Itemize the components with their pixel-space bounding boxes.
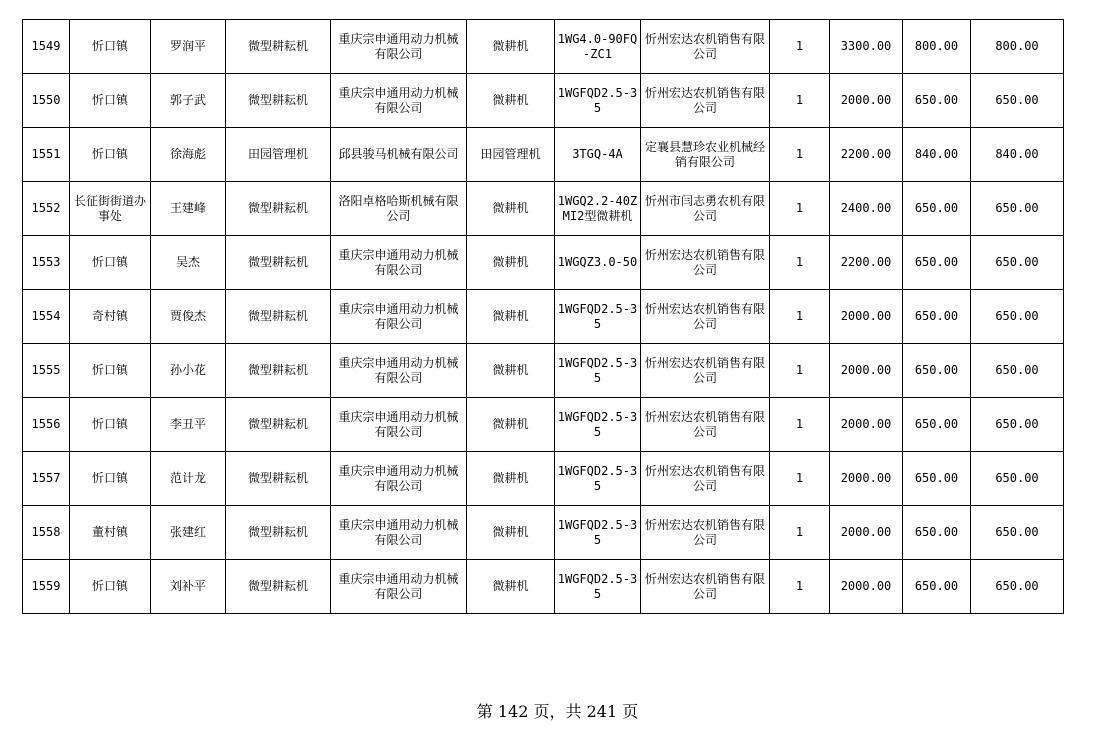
cell-seq: 1555	[23, 344, 70, 398]
cell-price: 2000.00	[830, 560, 903, 614]
cell-dealer: 忻州宏达农机销售有限公司	[641, 560, 770, 614]
cell-total: 650.00	[971, 506, 1064, 560]
cell-category: 微耕机	[467, 182, 555, 236]
cell-price: 2000.00	[830, 452, 903, 506]
cell-qty: 1	[770, 398, 830, 452]
cell-qty: 1	[770, 290, 830, 344]
cell-category: 微耕机	[467, 20, 555, 74]
cell-total: 650.00	[971, 74, 1064, 128]
table-row	[23, 128, 1064, 182]
table-row	[23, 560, 1064, 614]
cell-town: 忻口镇	[70, 452, 151, 506]
cell-item: 微型耕耘机	[226, 398, 331, 452]
cell-maker: 重庆宗申通用动力机械有限公司	[331, 560, 467, 614]
table-row	[23, 74, 1064, 128]
cell-maker: 重庆宗申通用动力机械有限公司	[331, 236, 467, 290]
cell-town: 忻口镇	[70, 560, 151, 614]
cell-dealer: 忻州宏达农机销售有限公司	[641, 452, 770, 506]
cell-price: 2000.00	[830, 290, 903, 344]
cell-subsidy: 650.00	[903, 236, 971, 290]
cell-model: 3TGQ-4A	[555, 128, 641, 182]
cell-town: 忻口镇	[70, 236, 151, 290]
cell-qty: 1	[770, 128, 830, 182]
cell-model: 1WGFQD2.5-35	[555, 344, 641, 398]
cell-subsidy: 650.00	[903, 290, 971, 344]
cell-name: 刘补平	[151, 560, 226, 614]
cell-price: 2200.00	[830, 236, 903, 290]
table-row	[23, 452, 1064, 506]
cell-qty: 1	[770, 74, 830, 128]
cell-dealer: 定襄县慧珍农业机械经销有限公司	[641, 128, 770, 182]
cell-qty: 1	[770, 344, 830, 398]
cell-seq: 1558	[23, 506, 70, 560]
cell-name: 贾俊杰	[151, 290, 226, 344]
cell-qty: 1	[770, 236, 830, 290]
table-row	[23, 344, 1064, 398]
cell-seq: 1556	[23, 398, 70, 452]
cell-town: 董村镇	[70, 506, 151, 560]
cell-dealer: 忻州宏达农机销售有限公司	[641, 290, 770, 344]
cell-maker: 重庆宗申通用动力机械有限公司	[331, 398, 467, 452]
cell-item: 微型耕耘机	[226, 506, 331, 560]
cell-price: 2200.00	[830, 128, 903, 182]
cell-subsidy: 800.00	[903, 20, 971, 74]
table-row	[23, 290, 1064, 344]
cell-name: 吴杰	[151, 236, 226, 290]
cell-qty: 1	[770, 452, 830, 506]
cell-item: 微型耕耘机	[226, 20, 331, 74]
cell-dealer: 忻州宏达农机销售有限公司	[641, 398, 770, 452]
cell-name: 王建峰	[151, 182, 226, 236]
table-row	[23, 20, 1064, 74]
table-row	[23, 398, 1064, 452]
cell-name: 张建红	[151, 506, 226, 560]
cell-total: 650.00	[971, 236, 1064, 290]
cell-item: 微型耕耘机	[226, 236, 331, 290]
cell-dealer: 忻州宏达农机销售有限公司	[641, 236, 770, 290]
cell-total: 800.00	[971, 20, 1064, 74]
cell-category: 微耕机	[467, 74, 555, 128]
table-row	[23, 182, 1064, 236]
cell-town: 忻口镇	[70, 20, 151, 74]
cell-maker: 邱县骏马机械有限公司	[331, 128, 467, 182]
cell-name: 郭子武	[151, 74, 226, 128]
cell-item: 田园管理机	[226, 128, 331, 182]
cell-item: 微型耕耘机	[226, 290, 331, 344]
cell-item: 微型耕耘机	[226, 452, 331, 506]
cell-item: 微型耕耘机	[226, 182, 331, 236]
cell-subsidy: 650.00	[903, 452, 971, 506]
cell-subsidy: 650.00	[903, 560, 971, 614]
cell-seq: 1553	[23, 236, 70, 290]
cell-total: 650.00	[971, 182, 1064, 236]
cell-seq: 1554	[23, 290, 70, 344]
cell-category: 微耕机	[467, 398, 555, 452]
cell-seq: 1559	[23, 560, 70, 614]
cell-name: 范计龙	[151, 452, 226, 506]
cell-seq: 1549	[23, 20, 70, 74]
cell-price: 2000.00	[830, 344, 903, 398]
cell-town: 忻口镇	[70, 128, 151, 182]
cell-qty: 1	[770, 560, 830, 614]
cell-category: 微耕机	[467, 560, 555, 614]
cell-name: 李丑平	[151, 398, 226, 452]
cell-subsidy: 650.00	[903, 74, 971, 128]
cell-subsidy: 650.00	[903, 506, 971, 560]
cell-model: 1WGFQD2.5-35	[555, 506, 641, 560]
cell-total: 650.00	[971, 452, 1064, 506]
cell-town: 长征街街道办事处	[70, 182, 151, 236]
cell-category: 微耕机	[467, 344, 555, 398]
table-body	[23, 20, 1064, 614]
cell-qty: 1	[770, 506, 830, 560]
cell-price: 2400.00	[830, 182, 903, 236]
cell-dealer: 忻州宏达农机销售有限公司	[641, 344, 770, 398]
cell-dealer: 忻州宏达农机销售有限公司	[641, 74, 770, 128]
cell-maker: 洛阳卓格哈斯机械有限公司	[331, 182, 467, 236]
cell-category: 微耕机	[467, 236, 555, 290]
cell-maker: 重庆宗申通用动力机械有限公司	[331, 452, 467, 506]
cell-model: 1WGFQD2.5-35	[555, 398, 641, 452]
cell-maker: 重庆宗申通用动力机械有限公司	[331, 290, 467, 344]
cell-qty: 1	[770, 182, 830, 236]
cell-name: 徐海彪	[151, 128, 226, 182]
page-number: 第 142 页，共 241 页	[476, 702, 639, 721]
cell-town: 忻口镇	[70, 74, 151, 128]
cell-category: 微耕机	[467, 452, 555, 506]
cell-qty: 1	[770, 20, 830, 74]
cell-maker: 重庆宗申通用动力机械有限公司	[331, 74, 467, 128]
cell-item: 微型耕耘机	[226, 344, 331, 398]
cell-subsidy: 650.00	[903, 182, 971, 236]
cell-seq: 1551	[23, 128, 70, 182]
cell-total: 650.00	[971, 290, 1064, 344]
cell-maker: 重庆宗申通用动力机械有限公司	[331, 20, 467, 74]
cell-model: 1WG4.0-90FQ-ZC1	[555, 20, 641, 74]
cell-total: 840.00	[971, 128, 1064, 182]
cell-dealer: 忻州宏达农机销售有限公司	[641, 506, 770, 560]
cell-subsidy: 840.00	[903, 128, 971, 182]
cell-subsidy: 650.00	[903, 398, 971, 452]
table-row	[23, 236, 1064, 290]
cell-total: 650.00	[971, 344, 1064, 398]
cell-maker: 重庆宗申通用动力机械有限公司	[331, 506, 467, 560]
cell-name: 孙小花	[151, 344, 226, 398]
cell-seq: 1557	[23, 452, 70, 506]
cell-name: 罗润平	[151, 20, 226, 74]
cell-town: 奇村镇	[70, 290, 151, 344]
cell-price: 2000.00	[830, 398, 903, 452]
table-row	[23, 506, 1064, 560]
subsidy-table	[22, 19, 1064, 614]
cell-price: 3300.00	[830, 20, 903, 74]
cell-town: 忻口镇	[70, 344, 151, 398]
cell-dealer: 忻州市闫志勇农机有限公司	[641, 182, 770, 236]
cell-category: 田园管理机	[467, 128, 555, 182]
cell-price: 2000.00	[830, 506, 903, 560]
cell-seq: 1550	[23, 74, 70, 128]
cell-town: 忻口镇	[70, 398, 151, 452]
cell-item: 微型耕耘机	[226, 560, 331, 614]
cell-model: 1WGFQD2.5-35	[555, 452, 641, 506]
cell-model: 1WGQZ3.0-50	[555, 236, 641, 290]
cell-subsidy: 650.00	[903, 344, 971, 398]
cell-price: 2000.00	[830, 74, 903, 128]
cell-category: 微耕机	[467, 290, 555, 344]
cell-model: 1WGFQD2.5-35	[555, 290, 641, 344]
cell-model: 1WGQ2.2-40ZMI2型微耕机	[555, 182, 641, 236]
cell-seq: 1552	[23, 182, 70, 236]
cell-dealer: 忻州宏达农机销售有限公司	[641, 20, 770, 74]
cell-model: 1WGFQD2.5-35	[555, 74, 641, 128]
cell-total: 650.00	[971, 560, 1064, 614]
cell-model: 1WGFQD2.5-35	[555, 560, 641, 614]
cell-total: 650.00	[971, 398, 1064, 452]
cell-category: 微耕机	[467, 506, 555, 560]
cell-item: 微型耕耘机	[226, 74, 331, 128]
cell-maker: 重庆宗申通用动力机械有限公司	[331, 344, 467, 398]
